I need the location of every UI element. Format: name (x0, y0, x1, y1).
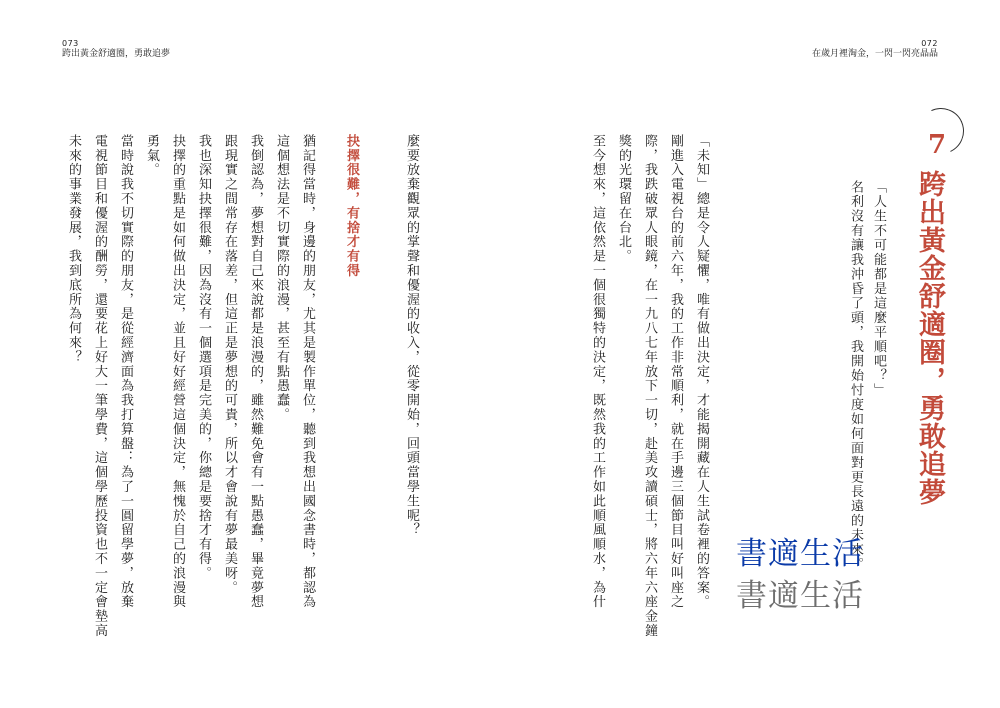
body-line: 「未知」總是令人疑懼，唯有做出決定，才能揭開藏在人生試卷裡的答案。 (694, 134, 709, 610)
body-line: 跟現實之間常存在落差，但這正是夢想的可貴，所以才會說有夢最美呀。 (222, 134, 237, 595)
chapter-number: 7 (928, 130, 947, 160)
body-line: 電視節目和優渥的酬勞，還要花上好大一筆學費，這個學歷投資也不一定會墊高 (92, 134, 107, 638)
chapter-quote-line-1: 「人生不可能都是這麼平順吧？」 (871, 180, 886, 398)
chapter-quote-line-2: 名利沒有讓我沖昏了頭，我開始忖度如何面對更長遠的未來。 (848, 180, 863, 572)
left-running-head (62, 38, 170, 60)
left-running-title: 跨出黃金舒適圈，勇敢追夢 (62, 49, 171, 59)
left-page-number: 073 (62, 39, 79, 48)
body-line: 這個想法是不切實際的浪漫，甚至有點愚蠢。 (274, 134, 289, 422)
right-running-title: 在歲月裡淘金，一閃一閃亮晶晶 (811, 49, 938, 59)
body-line: 當時說我不切實際的朋友，是從經濟面為我打算盤：為了一圓留學夢，放棄 (118, 134, 133, 610)
body-line: 獎的光環留在台北。 (616, 134, 631, 264)
right-page-number: 072 (921, 39, 938, 48)
watermark-secondary: 書適生活 (736, 578, 864, 614)
body-line: 勇氣。 (144, 134, 159, 178)
body-line: 我倒認為，夢想對自己來說都是浪漫的，雖然難免會有一點愚蠢，畢竟夢想 (248, 134, 263, 610)
body-line: 麼要放棄觀眾的掌聲和優渥的收入，從零開始，回頭當學生呢？ (404, 134, 419, 538)
body-line: 抉擇的重點是如何做出決定，並且好好經營這個決定，無愧於自己的浪漫與 (170, 134, 185, 610)
section-subheading: 抉擇很難，有捨才有得 (344, 134, 359, 278)
body-line: 際，我跌破眾人眼鏡，在一九八七年放下一切，赴美攻讀碩士，將六年六座金鐘 (642, 134, 657, 638)
body-line: 剛進入電視台的前六年，我的工作非常順利，就在手邊三個節目叫好叫座之 (668, 134, 683, 610)
watermark-primary: 書適生活 (736, 536, 864, 572)
body-line: 我也深知抉擇很難，因為沒有一個選項是完美的，你總是要捨才有得。 (196, 134, 211, 581)
body-line: 未來的事業發展，我到底所為何來？ (66, 134, 81, 365)
right-running-head (812, 38, 938, 60)
body-line: 至今想來，這依然是一個很獨特的決定，既然我的工作如此順風順水，為什 (590, 134, 605, 610)
body-line: 猶記得當時，身邊的朋友，尤其是製作單位，聽到我想出國念書時，都認為 (300, 134, 315, 610)
chapter-title: 跨出黃金舒適圈，勇敢追夢 (914, 170, 945, 506)
